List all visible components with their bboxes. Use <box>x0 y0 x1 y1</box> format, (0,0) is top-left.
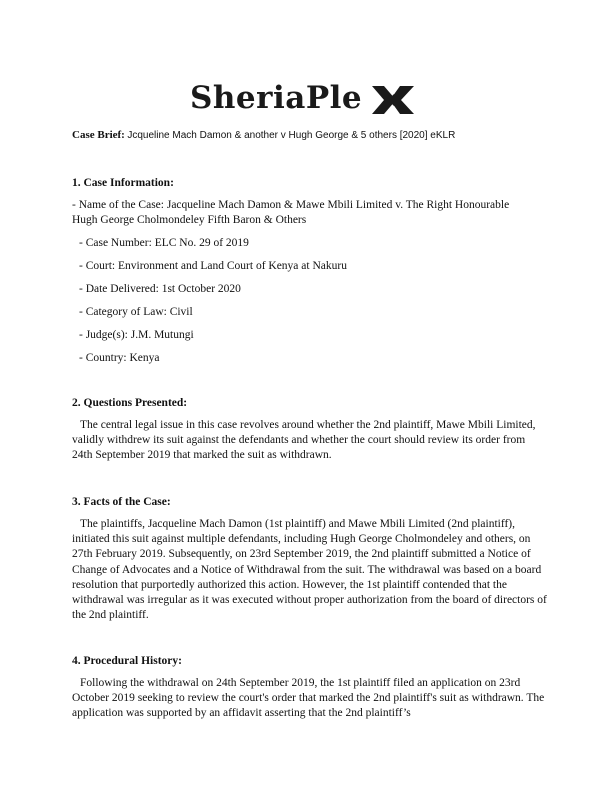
case-name-continued: Hugh George Cholmondeley Fifth Baron & Others <box>72 214 307 226</box>
case-number: - Case Number: ELC No. 29 of 2019 <box>79 237 249 249</box>
section-heading-case-information: 1. Case Information: <box>72 177 174 189</box>
case-court: - Court: Environment and Land Court of Kenya at Nakuru <box>79 260 347 272</box>
questions-paragraph: The central legal issue in this case revolves around whether the 2nd plaintiff, Mawe Mbili Limited, validly withdrew its suit against the defendants and whether the court should review its order from 24th September 2019 that marked the suit as withdrawn. <box>72 419 536 462</box>
case-category: - Category of Law: Civil <box>79 306 193 318</box>
case-brief-title: Jcqueline Mach Damon & another v Hugh George & 5 others [2020] eKLR <box>127 130 456 141</box>
logo-x-mark-icon <box>370 80 416 120</box>
case-date-delivered: - Date Delivered: 1st October 2020 <box>79 283 241 295</box>
logo-text: SheriaPle <box>190 80 363 116</box>
section-heading-facts: 3. Facts of the Case: <box>72 496 171 508</box>
case-brief-line <box>72 128 455 143</box>
procedural-history-paragraph: Following the withdrawal on 24th September 2019, the 1st plaintiff filed an application on 23rd October 2019 seeking to review the court's order that marked the 2nd plaintiff's suit as withdrawn. The application was supported by an affidavit asserting that the 2nd plaintiff’s <box>72 677 545 720</box>
case-country: - Country: Kenya <box>79 352 160 364</box>
section-heading-questions-presented: 2. Questions Presented: <box>72 397 188 409</box>
case-name-line: - Name of the Case: Jacqueline Mach Damon & Mawe Mbili Limited v. The Right Honourable <box>72 199 510 211</box>
case-brief-label: Case Brief: <box>72 129 125 141</box>
case-judges: - Judge(s): J.M. Mutungi <box>79 329 194 341</box>
facts-paragraph: The plaintiffs, Jacqueline Mach Damon (1st plaintiff) and Mawe Mbili Limited (2nd plaintiff), initiated this suit against multiple defendants, including Hugh George Cholmondeley and others, on 27th February 2019. Subsequently, on 23rd September 2019, the 2nd plaintiff submitted a Notice of Change of Advocates and a Notice of Withdrawal from the suit. The withdrawal was based on a board resolution that purportedly authorized this action. However, the 1st plaintiff contended that the withdrawal was irregular as it was executed without proper authorization from the board of directors of the 2nd plaintiff. <box>72 518 547 622</box>
section-heading-procedural-history: 4. Procedural History: <box>72 655 182 667</box>
sheriaplex-logo <box>190 78 422 122</box>
